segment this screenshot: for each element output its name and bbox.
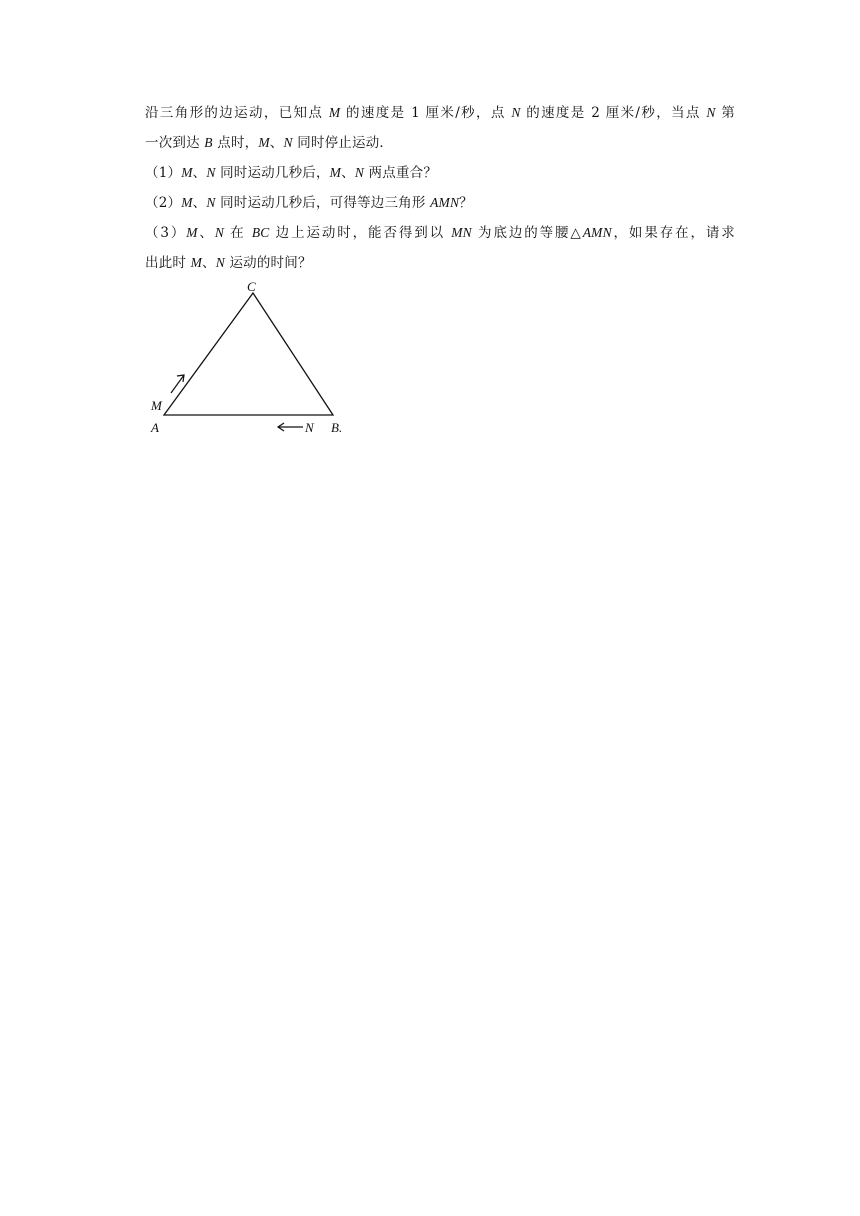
- var-M: M: [186, 225, 198, 240]
- text: 同时运动几秒后，: [215, 165, 330, 181]
- var-N: N: [214, 225, 225, 240]
- text: 的速度是 1 厘米/秒，点: [340, 105, 512, 121]
- text: 、: [341, 165, 355, 181]
- question-2: [145, 194, 735, 212]
- var-N: N: [354, 165, 365, 180]
- text: 运动的时间？: [224, 255, 312, 271]
- text: 的速度是 2 厘米/秒，当点: [520, 105, 707, 121]
- text: 、: [269, 135, 284, 151]
- text: ，如果存在，请求: [611, 225, 735, 241]
- var-MN: MN: [451, 225, 472, 240]
- var-M: M: [328, 105, 341, 120]
- var-N: N: [283, 135, 293, 150]
- var-N: N: [215, 255, 225, 270]
- arrow-n-icon: [278, 423, 303, 431]
- text: 两点重合？: [364, 165, 438, 181]
- var-M: M: [181, 165, 193, 180]
- var-N: N: [206, 195, 216, 210]
- var-M: M: [258, 135, 270, 150]
- label-b: B.: [331, 420, 343, 435]
- text: 在: [224, 225, 252, 241]
- text: 为底边的等腰△: [471, 225, 583, 241]
- label-a: A: [151, 420, 159, 435]
- question-3-line-2: [145, 254, 735, 272]
- text: 第: [715, 105, 735, 121]
- text: 一次到达: [145, 135, 205, 151]
- var-M: M: [190, 255, 203, 270]
- label-m: M: [151, 398, 162, 413]
- var-M: M: [329, 165, 342, 180]
- var-M: M: [181, 195, 193, 210]
- var-N: N: [206, 165, 216, 180]
- question-number: （3）: [145, 225, 187, 241]
- var-B: B: [204, 135, 213, 150]
- text: ？: [459, 195, 473, 211]
- text: 同时运动几秒后，可得等边三角形: [215, 195, 431, 211]
- label-c: C: [247, 279, 256, 294]
- text: 、: [192, 165, 207, 181]
- text: 边上运动时，能否得到以: [269, 225, 452, 241]
- question-number: （1）: [145, 165, 182, 181]
- label-n: N: [305, 420, 314, 435]
- text: 出此时: [145, 255, 191, 271]
- text: 、: [197, 225, 215, 241]
- problem-line-2: [145, 134, 735, 152]
- question-number: （2）: [145, 195, 182, 211]
- text: 、: [192, 195, 207, 211]
- var-AMN: AMN: [430, 195, 460, 210]
- question-3-line-1: [145, 224, 735, 242]
- problem-line-1: [145, 104, 735, 122]
- triangle-figure: [140, 275, 360, 445]
- var-BC: BC: [251, 225, 270, 240]
- triangle-abc: [164, 293, 333, 415]
- text: 同时停止运动．: [292, 135, 394, 151]
- text: 点时，: [212, 135, 259, 151]
- var-AMN: AMN: [582, 225, 612, 240]
- var-N: N: [511, 105, 521, 120]
- text: 沿三角形的边运动，已知点: [145, 105, 329, 121]
- var-N: N: [706, 105, 716, 120]
- question-1: [145, 164, 735, 182]
- text: 、: [202, 255, 216, 271]
